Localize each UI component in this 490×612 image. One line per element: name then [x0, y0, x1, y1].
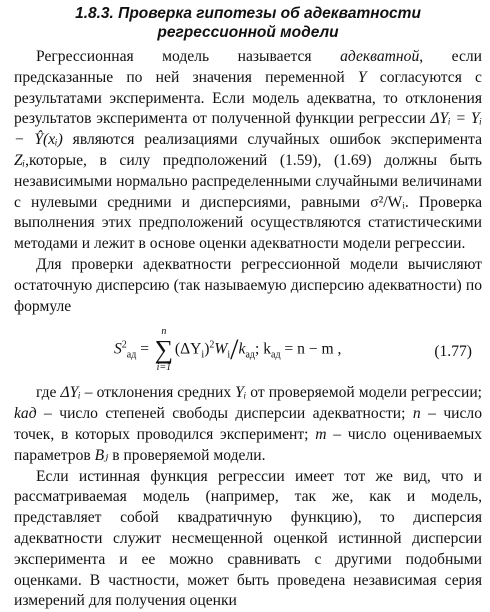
- sum-lower-limit: i=1: [156, 362, 172, 374]
- subscript: i: [201, 350, 205, 362]
- formula-term: = n − m ,: [280, 340, 342, 358]
- text: от проверяемой модели регрессии;: [246, 384, 483, 402]
- equals-sign: =: [136, 340, 153, 358]
- summation-sign: [153, 327, 175, 373]
- text: где: [36, 384, 61, 402]
- math-variable: ΔYᵢ: [60, 384, 81, 402]
- section-heading-line-1: 1.8.3. Проверка гипотезы об адекватности: [75, 5, 421, 22]
- text: в проверяемой модели.: [108, 446, 266, 464]
- math-variable: Zᵢ: [14, 151, 26, 169]
- subscript: ад: [271, 350, 281, 362]
- text: – отклонения средних: [80, 384, 236, 402]
- math-variable: Yᵢ: [235, 384, 247, 402]
- text: – число степеней свободы дисперсии адекватности;: [36, 405, 413, 423]
- subscript: ад: [126, 350, 137, 362]
- math-variable: kад: [14, 405, 37, 423]
- math-variable: m: [315, 425, 327, 443]
- section-heading: [14, 4, 482, 42]
- sum-upper-limit: n: [161, 326, 167, 338]
- text: . Проверка выполнения этих предположений осуществляются статистическими методами и лежит в основе оценки адекватности модели регрессии.: [14, 193, 482, 253]
- math-variable: Bⱼ: [94, 446, 109, 464]
- inline-formula-variance: σ²/Wᵢ: [370, 193, 405, 211]
- formula-term: ): [204, 340, 210, 358]
- formula-term: ; k: [254, 340, 271, 358]
- sigma-symbol: ∑: [154, 335, 174, 365]
- math-variable: W: [214, 340, 228, 358]
- math-variable: n: [412, 405, 421, 423]
- text: являются реализациями случайных ошибок эксперимента: [62, 131, 482, 149]
- superscript: 2: [209, 339, 215, 351]
- paragraph-definition: [14, 47, 482, 255]
- division-slash: /: [230, 333, 239, 367]
- text: Регрессионная модель называется: [36, 48, 341, 65]
- paragraph-intro-formula: Для проверки адекватности регрессионной модели вычисляют остаточную дисперсию (так называемую дисперсию адекватности) по формуле: [14, 255, 482, 315]
- emphasis-term: адекватной: [340, 48, 420, 65]
- subscript: ад: [245, 350, 255, 362]
- text: ,которые, в силу предположений (1.59), (1.69) должны быть независимыми нормально распределенными случайными величинами с нулевыми средними и дисперсиями, равными: [14, 151, 482, 211]
- subscript: i: [227, 350, 231, 362]
- math-variable: S: [114, 340, 122, 358]
- paragraph-true-regression: Если истинная функция регрессии имеет тот же вид, что и рассматриваемая модель (например, так же, как и модель, представляет собой квадратичную функцию), то дисперсия адекватности служит несмещенной оценкой истинной дисперсии эксперимента и ее можно сравнивать с другими подобными оценками. В частности, может быть проведена независимая серия измерений для получения оценки: [14, 467, 482, 610]
- text: согласуются с результатами эксперимента. Если модель адекватна, то отклонения результатов эксперимента от полученной функции регрессии: [14, 68, 482, 128]
- math-variable: k: [238, 340, 246, 358]
- section-heading-line-2: регрессионной модели: [157, 24, 339, 41]
- text: – число точек, в которых проводился эксперимент;: [14, 405, 483, 443]
- math-variable: Y: [357, 68, 367, 86]
- text: , если предсказанные по ней значения переменной: [14, 48, 482, 86]
- paragraph-where: [14, 383, 482, 466]
- inline-formula-deviation: ΔYᵢ = Yᵢ − Ŷ(xᵢ): [14, 110, 482, 149]
- display-formula-row: [14, 319, 482, 381]
- formula-term: (ΔY: [174, 340, 202, 358]
- equation-number: (1.77): [434, 343, 472, 361]
- text: – число оцениваемых параметров: [14, 425, 483, 464]
- superscript: 2: [121, 339, 127, 351]
- display-formula: [114, 327, 341, 373]
